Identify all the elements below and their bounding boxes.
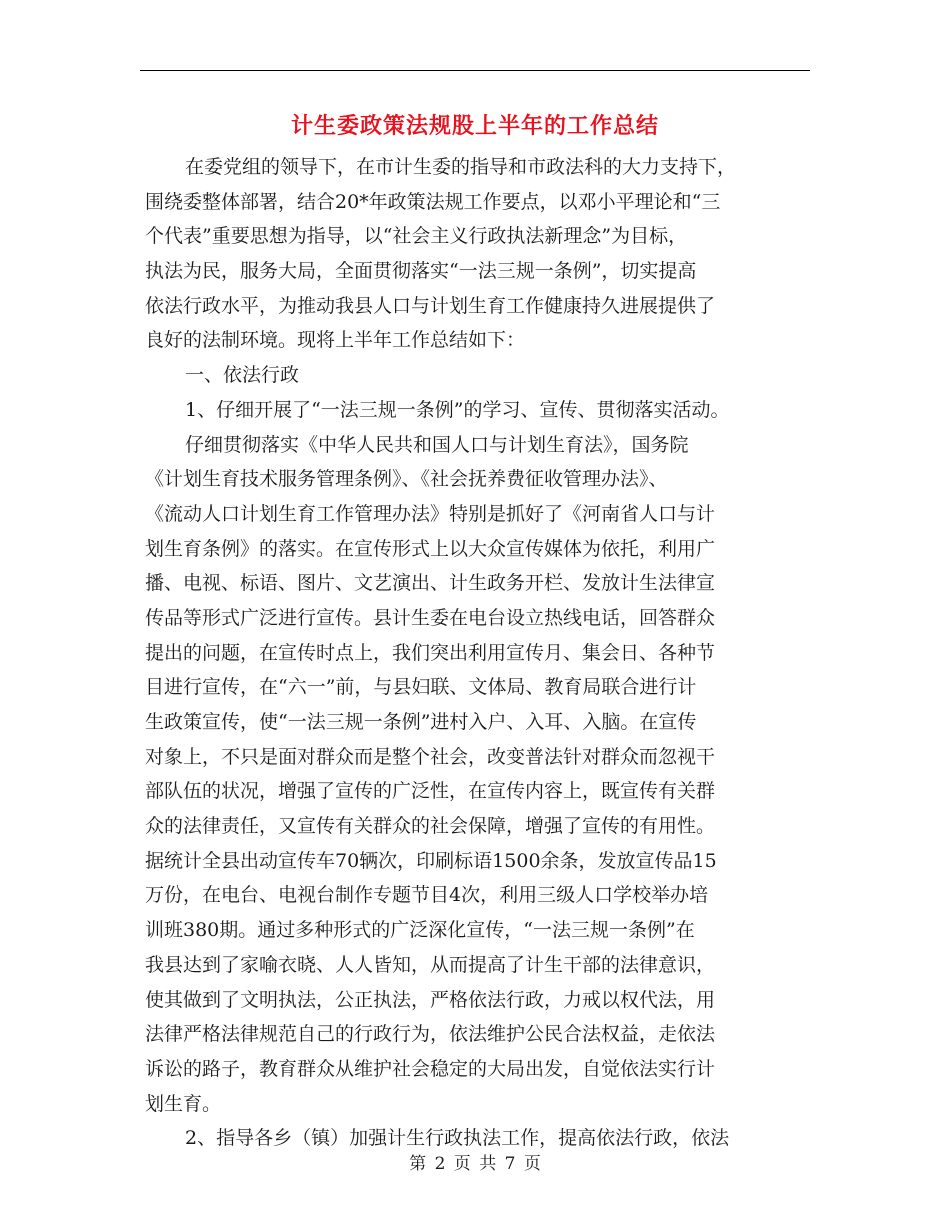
text-line: 播、电视、标语、图片、文艺演出、计生政务开栏、发放计生法律宣 xyxy=(145,572,716,595)
text-line: 良好的法制环境。现将上半年工作总结如下： xyxy=(145,329,526,352)
text-line: 提出的问题，在宣传时点上，我们突出利用宣传月、集会日、各种节 xyxy=(145,641,716,664)
header-rule xyxy=(140,70,810,71)
text-line: 划生育。 xyxy=(145,1092,222,1115)
text-line: 法律严格法律规范自己的行政行为，依法维护公民合法权益，走依法 xyxy=(145,1023,716,1046)
text-line: 目进行宣传，在“六一”前，与县妇联、文体局、教育局联合进行计 xyxy=(145,676,697,699)
text-line: 划生育条例》的落实。在宣传形式上以大众宣传媒体为依托，利用广 xyxy=(145,537,716,560)
text-line: 使其做到了文明执法，公正执法，严格依法行政，力戒以权代法，用 xyxy=(145,988,716,1011)
text-line: 仔细贯彻落实《中华人民共和国人口与计划生育法》，国务院 xyxy=(185,433,689,456)
text-line: 执法为民，服务大局，全面贯彻落实“一法三规一条例”，切实提高 xyxy=(145,260,697,283)
text-line: 生政策宣传，使“一法三规一条例”进村入户、入耳、入脑。在宣传 xyxy=(145,711,697,733)
text-line: 万份，在电台、电视台制作专题节目4次，利用三级人口学校举办培 xyxy=(145,884,709,907)
page-number-footer: 第 2 页 共 7 页 xyxy=(409,1154,541,1174)
text-line: 《流动人口计划生育工作管理办法》特别是抓好了《河南省人口与计 xyxy=(145,502,716,525)
text-line: 一、依法行政 xyxy=(185,364,300,387)
text-line: 诉讼的路子，教育群众从维护社会稳定的大局出发，自觉依法实行计 xyxy=(145,1057,716,1080)
document-title: 计生委政策法规股上半年的工作总结 xyxy=(290,114,659,139)
text-line: 对象上，不只是面对群众而是整个社会，改变普法针对群众而忽视干 xyxy=(145,745,716,768)
text-line: 传品等形式广泛进行宣传。县计生委在电台设立热线电话，回答群众 xyxy=(145,606,716,629)
text-line: 依法行政水平，为推动我县人口与计划生育工作健康持久进展提供了 xyxy=(145,294,716,317)
text-line: 个代表”重要思想为指导，以“社会主义行政执法新理念”为目标， xyxy=(145,225,688,248)
text-line: 2、指导各乡（镇）加强计生行政执法工作，提高依法行政，依法 xyxy=(185,1127,730,1150)
text-line: 1、仔细开展了“一法三规一条例”的学习、宣传、贯彻落实活动。 xyxy=(185,398,730,421)
text-line: 众的法律责任，又宣传有关群众的社会保障，增强了宣传的有用性。 xyxy=(145,815,716,838)
text-line: 部队伍的状况，增强了宣传的广泛性，在宣传内容上，既宣传有关群 xyxy=(145,780,716,803)
text-line: 我县达到了家喻衣晓、人人皆知，从而提高了计生干部的法律意识， xyxy=(145,953,716,976)
text-line: 据统计全县出动宣传车70辆次，印刷标语1500余条，发放宣传品15 xyxy=(145,849,717,872)
text-line: 在委党组的领导下，在市计生委的指导和市政法科的大力支持下， xyxy=(185,156,737,178)
text-line: 《计划生育技术服务管理条例》、《社会抚养费征收管理办法》、 xyxy=(145,468,668,491)
text-line: 训班380期。通过多种形式的广泛深化宣传，“一法三规一条例”在 xyxy=(145,919,695,942)
document-body xyxy=(145,150,817,1156)
text-line: 围绕委整体部署，结合20*年政策法规工作要点，以邓小平理论和“三 xyxy=(145,190,721,213)
